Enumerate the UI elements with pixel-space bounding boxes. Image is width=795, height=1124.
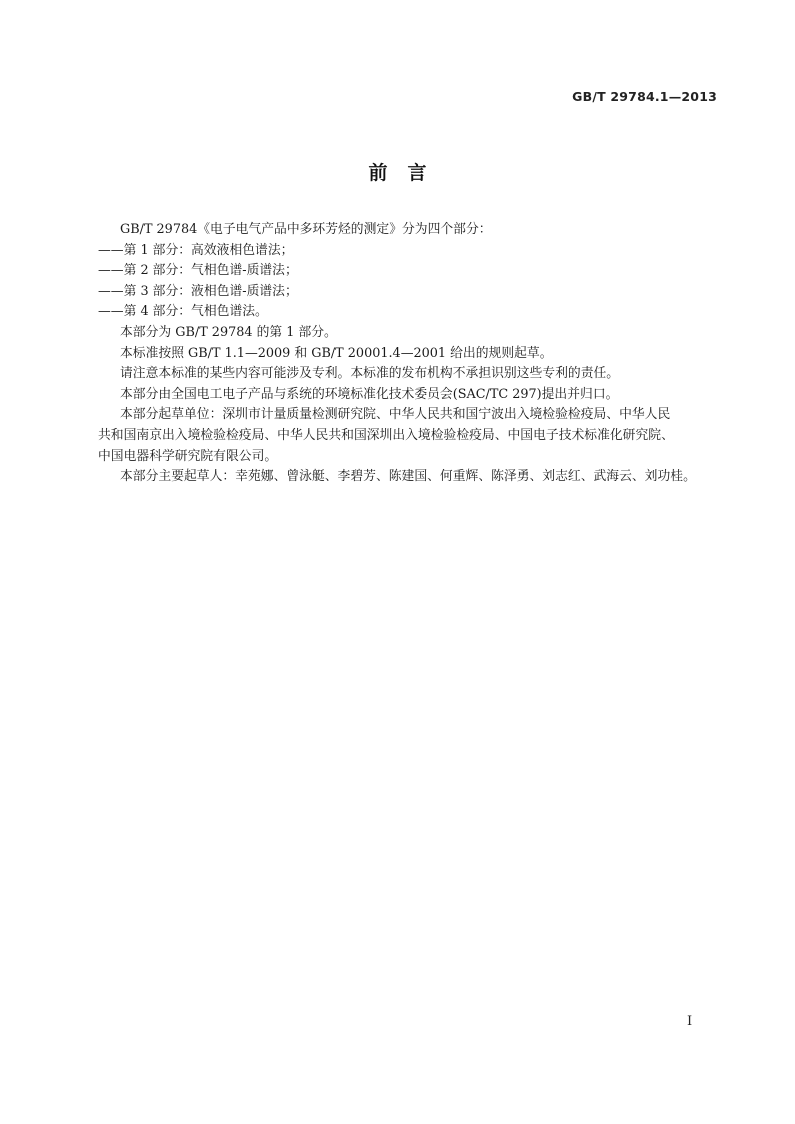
page-number: I xyxy=(687,1014,693,1029)
paragraph-drafting-rules: 本标准按照 GB/T 1.1—2009 和 GB/T 20001.4—2001 给出的规则起草。 xyxy=(120,345,553,361)
paragraph-parts-intro: GB/T 29784《电子电气产品中多环芳烃的测定》分为四个部分： xyxy=(120,222,492,237)
standard-code: GB/T 29784.1—2013 xyxy=(572,89,717,104)
paragraph-patent-notice: 请注意本标准的某些内容可能涉及专利。本标准的发布机构不承担识别这些专利的责任。 xyxy=(120,366,620,382)
list-item-part-3: ——第 3 部分：液相色谱-质谱法； xyxy=(98,283,298,299)
paragraph-drafting-units-cont-2: 中国电器科学研究院有限公司。 xyxy=(98,448,278,464)
list-item-part-1: ——第 1 部分：高效液相色谱法； xyxy=(98,242,294,258)
paragraph-drafting-units-cont-1: 共和国南京出入境检验检疫局、中华人民共和国深圳出入境检验检疫局、中国电子技术标准化研究院、 xyxy=(98,427,674,443)
paragraph-drafting-units: 本部分起草单位：深圳市计量质量检测研究院、中华人民共和国宁波出入境检验检疫局、中华人民 xyxy=(120,407,671,423)
paragraph-this-part: 本部分为 GB/T 29784 的第 1 部分。 xyxy=(120,324,337,340)
list-item-part-4: ——第 4 部分：气相色谱法。 xyxy=(98,304,268,320)
foreword-title: 前言 xyxy=(368,162,447,184)
list-item-part-2: ——第 2 部分：气相色谱-质谱法； xyxy=(98,263,298,279)
foreword-body xyxy=(98,220,710,488)
paragraph-proposed-by: 本部分由全国电工电子产品与系统的环境标准化技术委员会(SAC/TC 297)提出并归口。 xyxy=(120,386,619,402)
paragraph-main-drafters: 本部分主要起草人：幸苑娜、曾泳艇、李碧芳、陈建国、何重辉、陈泽勇、刘志红、武海云、刘功桂。 xyxy=(120,469,696,485)
